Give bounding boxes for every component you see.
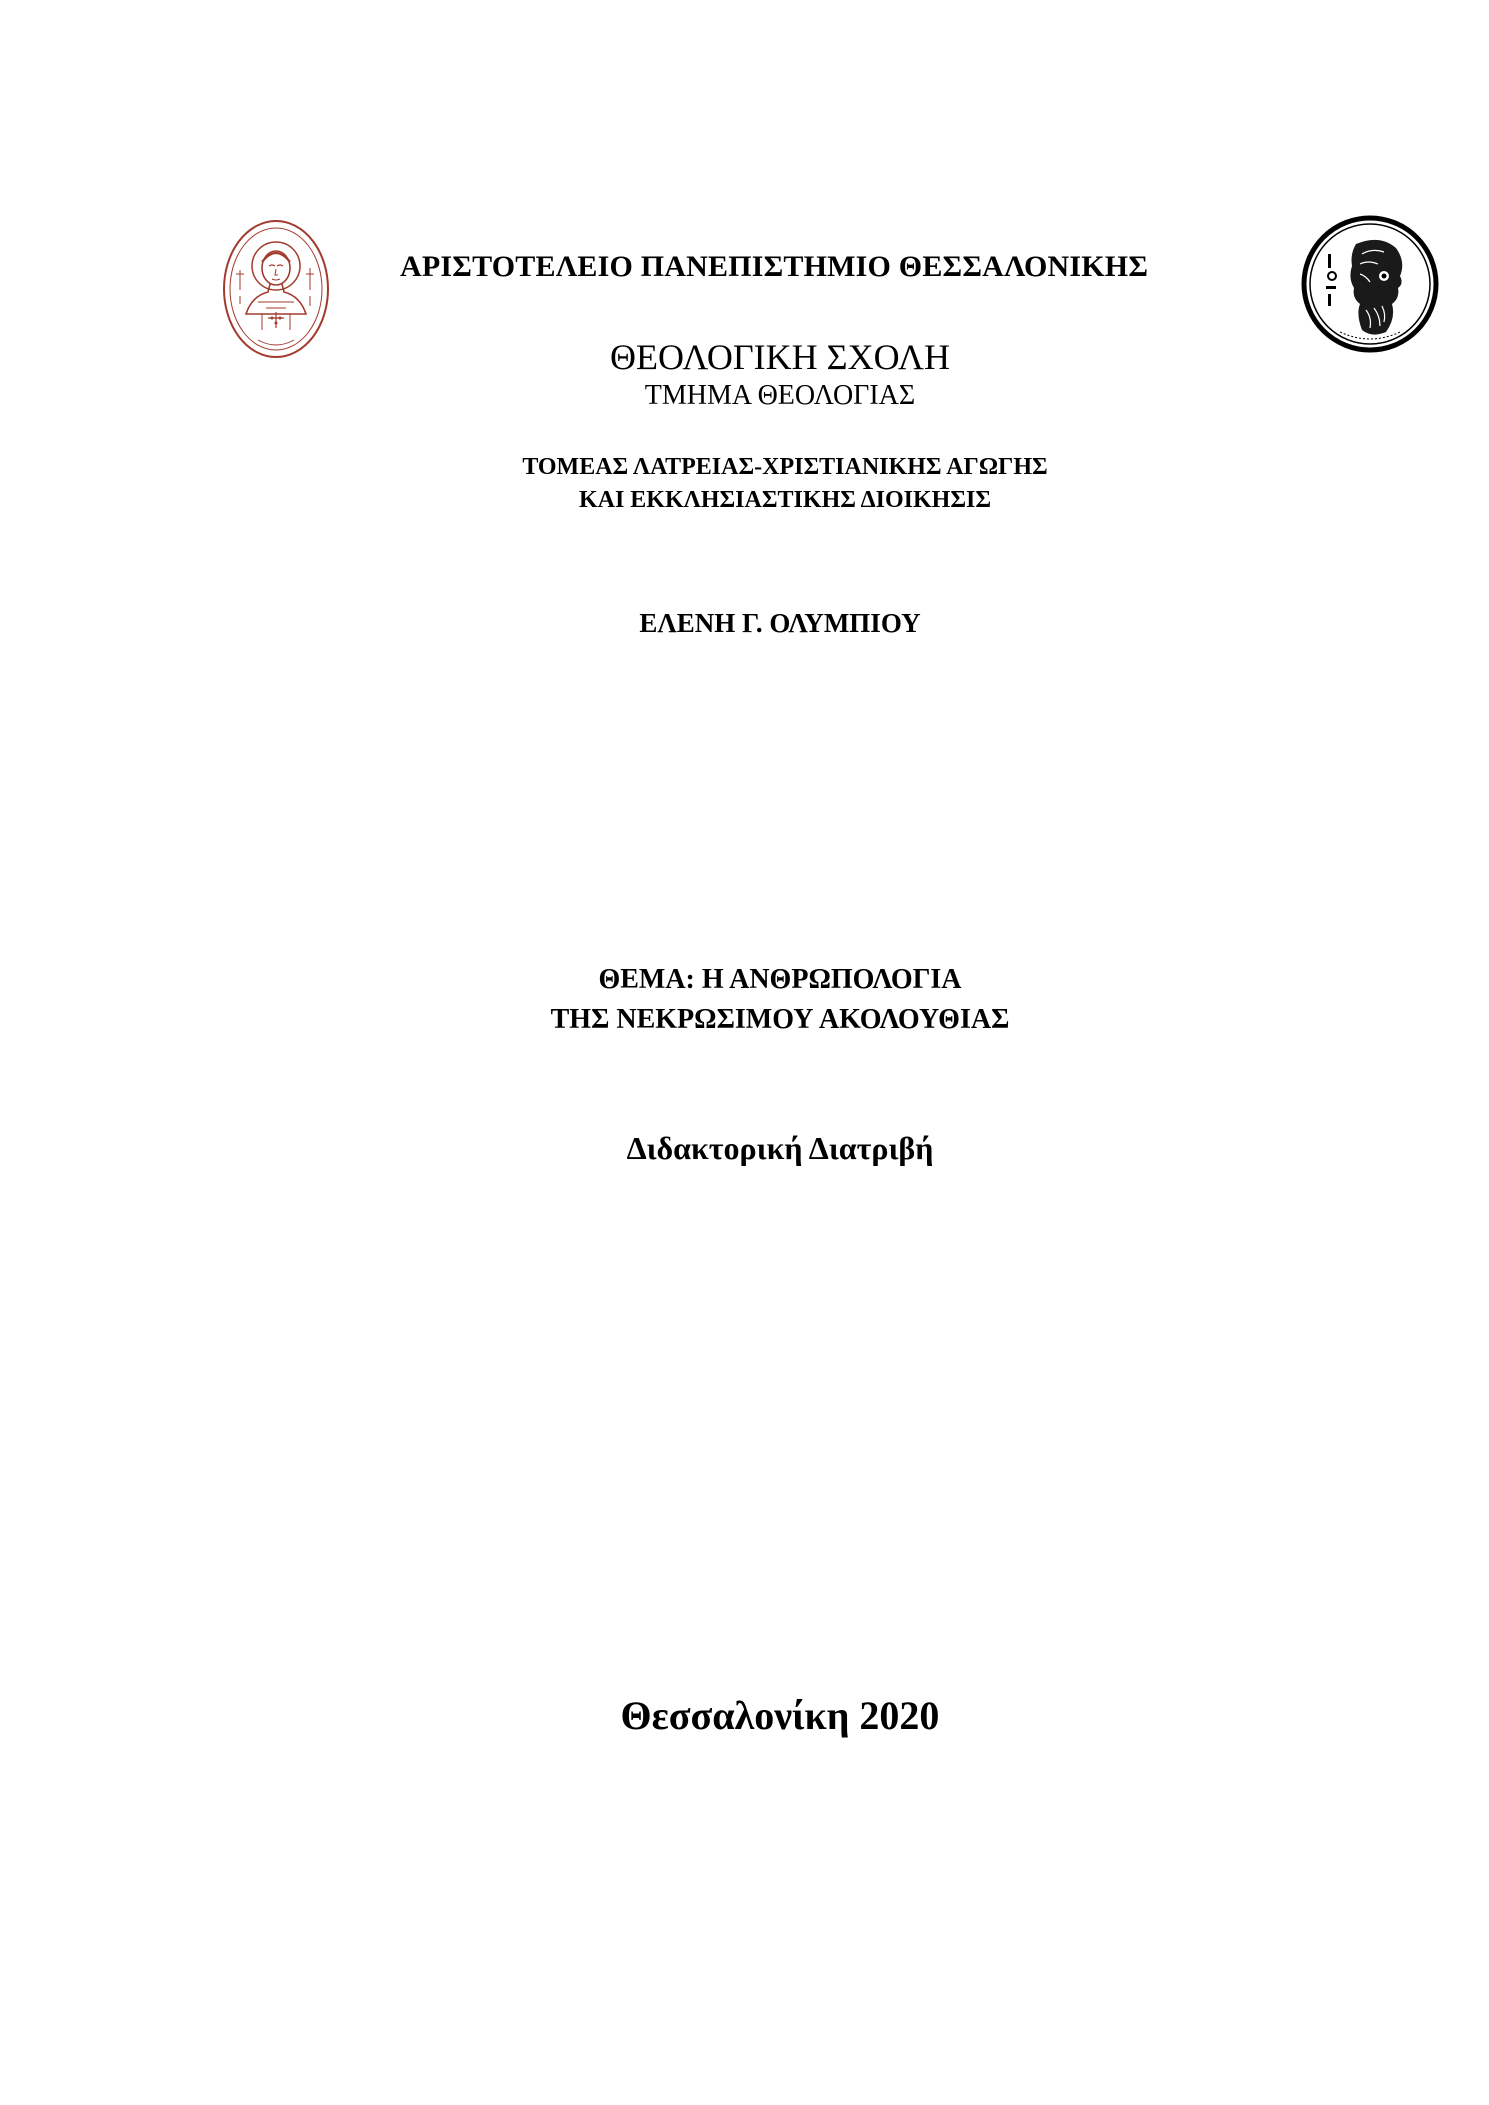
topic-line-2: ΤΗΣ ΝΕΚΡΩΣΙΜΟΥ ΑΚΟΛΟΥΘΙΑΣ — [550, 1004, 1010, 1035]
aristotle-coin-seal-icon — [1300, 214, 1440, 354]
author-name: ΕΛΕΝΗ Γ. ΟΛΥΜΠΙΟΥ — [639, 608, 921, 638]
place-and-year: Θεσσαλονίκη 2020 — [620, 1693, 940, 1738]
department-name: ΤΜΗΜΑ ΘΕΟΛΟΓΙΑΣ — [644, 380, 916, 411]
university-name: ΑΡΙΣΤΟΤΕΛΕΙΟ ΠΑΝΕΠΙΣΤΗΜΙΟ ΘΕΣΣΑΛΟΝΙΚΗΣ — [400, 250, 1149, 283]
sector-line-1: ΤΟΜΕΑΣ ΛΑΤΡΕΙΑΣ-ΧΡΙΣΤΙΑΝΙΚΗΣ ΑΓΩΓΗΣ — [522, 454, 1048, 480]
school-name: ΘΕΟΛΟΓΙΚΗ ΣΧΟΛΗ — [609, 337, 950, 377]
document-type: Διδακτορική Διατριβή — [626, 1130, 934, 1166]
topic-line-1: ΘΕΜΑ: Η ΑΝΘΡΩΠΟΛΟΓΙΑ — [598, 964, 962, 995]
sector-line-2: ΚΑΙ ΕΚΚΛΗΣΙΑΣΤΙΚΗΣ ΔΙΟΙΚΗΣΙΣ — [578, 487, 992, 513]
